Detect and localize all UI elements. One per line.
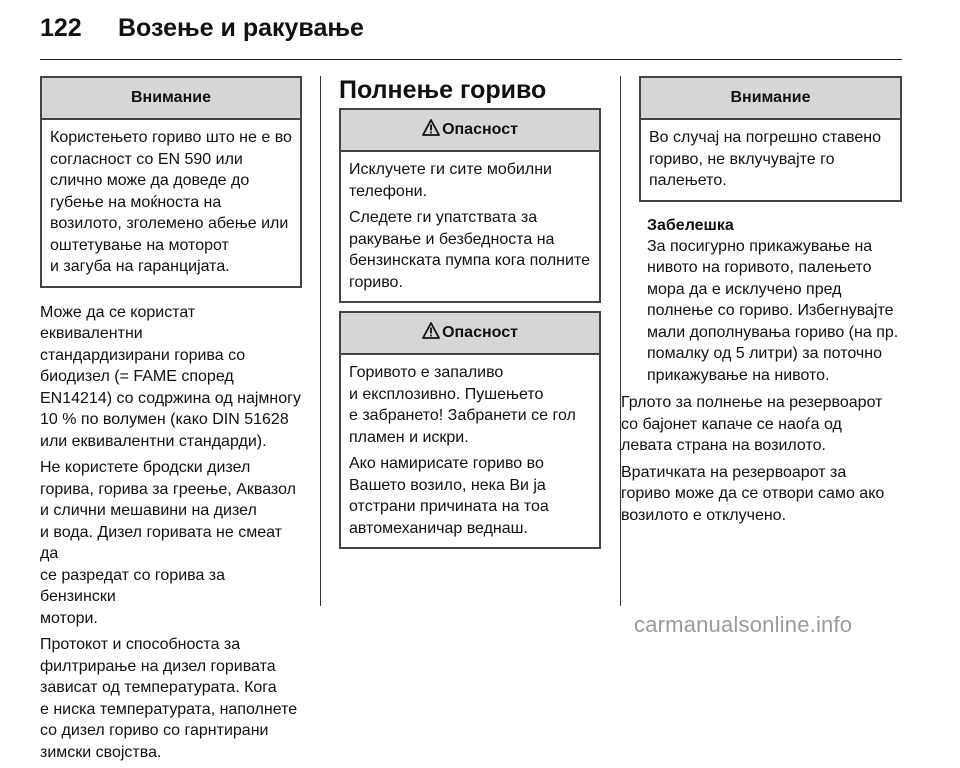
warning-triangle-icon	[422, 119, 440, 136]
attention-box-body: Во случај на погрешно ставено гориво, не вклучувајте го палењето.	[649, 129, 881, 189]
attention-box	[40, 76, 302, 288]
warning-triangle-icon	[422, 322, 440, 339]
danger-box-header	[341, 313, 599, 355]
body-text	[621, 392, 902, 526]
paragraph: Ако намирисате гориво во Вашето возило, нека Ви ја отстрани причината на тоа автомеханичар веднаш.	[349, 455, 549, 537]
body-text	[40, 302, 302, 764]
danger-box-title: Опасност	[442, 324, 518, 341]
paragraph: Вратичката на резервоарот за гориво може да се отвори само ако возилото е отклучено.	[621, 463, 885, 524]
attention-box	[639, 76, 902, 202]
danger-box-body	[341, 355, 599, 547]
refuelling-heading: Полнење гориво	[339, 76, 547, 104]
page-number: 122	[40, 14, 82, 42]
paragraph: Не користете бродски дизел горива, горива за греење, Аквазол и слични мешавини на дизел и вода. Дизел горивата не смеат да се разредат со горива за бензински мотори.	[40, 459, 296, 627]
attention-box-title: Внимание	[42, 78, 300, 120]
danger-box-title: Опасност	[442, 121, 518, 138]
note-body: За посигурно прикажување на нивото на горивото, палењето мора да е исклучено пред полнење со гориво. Избегнувајте мали дополнувања гориво (на пр. помалку од 5 литри) за поточно прикажување на нивото.	[647, 237, 899, 384]
danger-box-phones	[339, 108, 601, 303]
danger-box-body	[341, 152, 599, 301]
column-middle	[339, 76, 601, 549]
paragraph: Грлото за полнење на резервоарот со бајонет капаче се наоѓа од левата страна на возилото.	[621, 394, 883, 454]
attention-box-body: Користењето гориво што не е во согласност со EN 590 или слично може да доведе до губење на моќноста на возилото, зголемено абење или оштетување на моторот и загуба на гаранцијата.	[50, 129, 292, 275]
danger-box-flammable	[339, 311, 601, 549]
paragraph: Исклучете ги сите мобилни телефони.	[349, 161, 552, 200]
attention-box-title: Внимание	[641, 78, 900, 120]
header-rule	[40, 59, 902, 60]
note-title: Забелешка	[647, 216, 734, 234]
paragraph: Горивото е запаливо и експлозивно. Пушењето е забрането! Забранети се гол пламен и искри.	[349, 364, 576, 446]
column-left	[40, 76, 302, 768]
danger-box-header	[341, 110, 599, 152]
note	[647, 215, 902, 387]
watermark: carmanualsonline.info	[634, 612, 853, 637]
column-divider-left	[320, 76, 321, 606]
section-title: Возење и ракување	[118, 14, 364, 42]
page-header	[40, 0, 902, 60]
column-right	[621, 76, 902, 531]
paragraph: Следете ги упатствата за ракување и безбедноста на бензинската пумпа кога полните гориво.	[349, 209, 590, 291]
paragraph: Протокот и способноста за филтрирање на дизел горивата зависат од температурата. Кога е ниска температурата, наполнете со дизел гориво со гарнтирани зимски својства.	[40, 636, 298, 761]
paragraph: Може да се користат еквивалентни стандардизирани горива со биодизел (= FAME според EN14214) со содржина од најмногу 10 % по волумен (како DIN 51628 или еквивалентни стандарди).	[40, 303, 301, 450]
